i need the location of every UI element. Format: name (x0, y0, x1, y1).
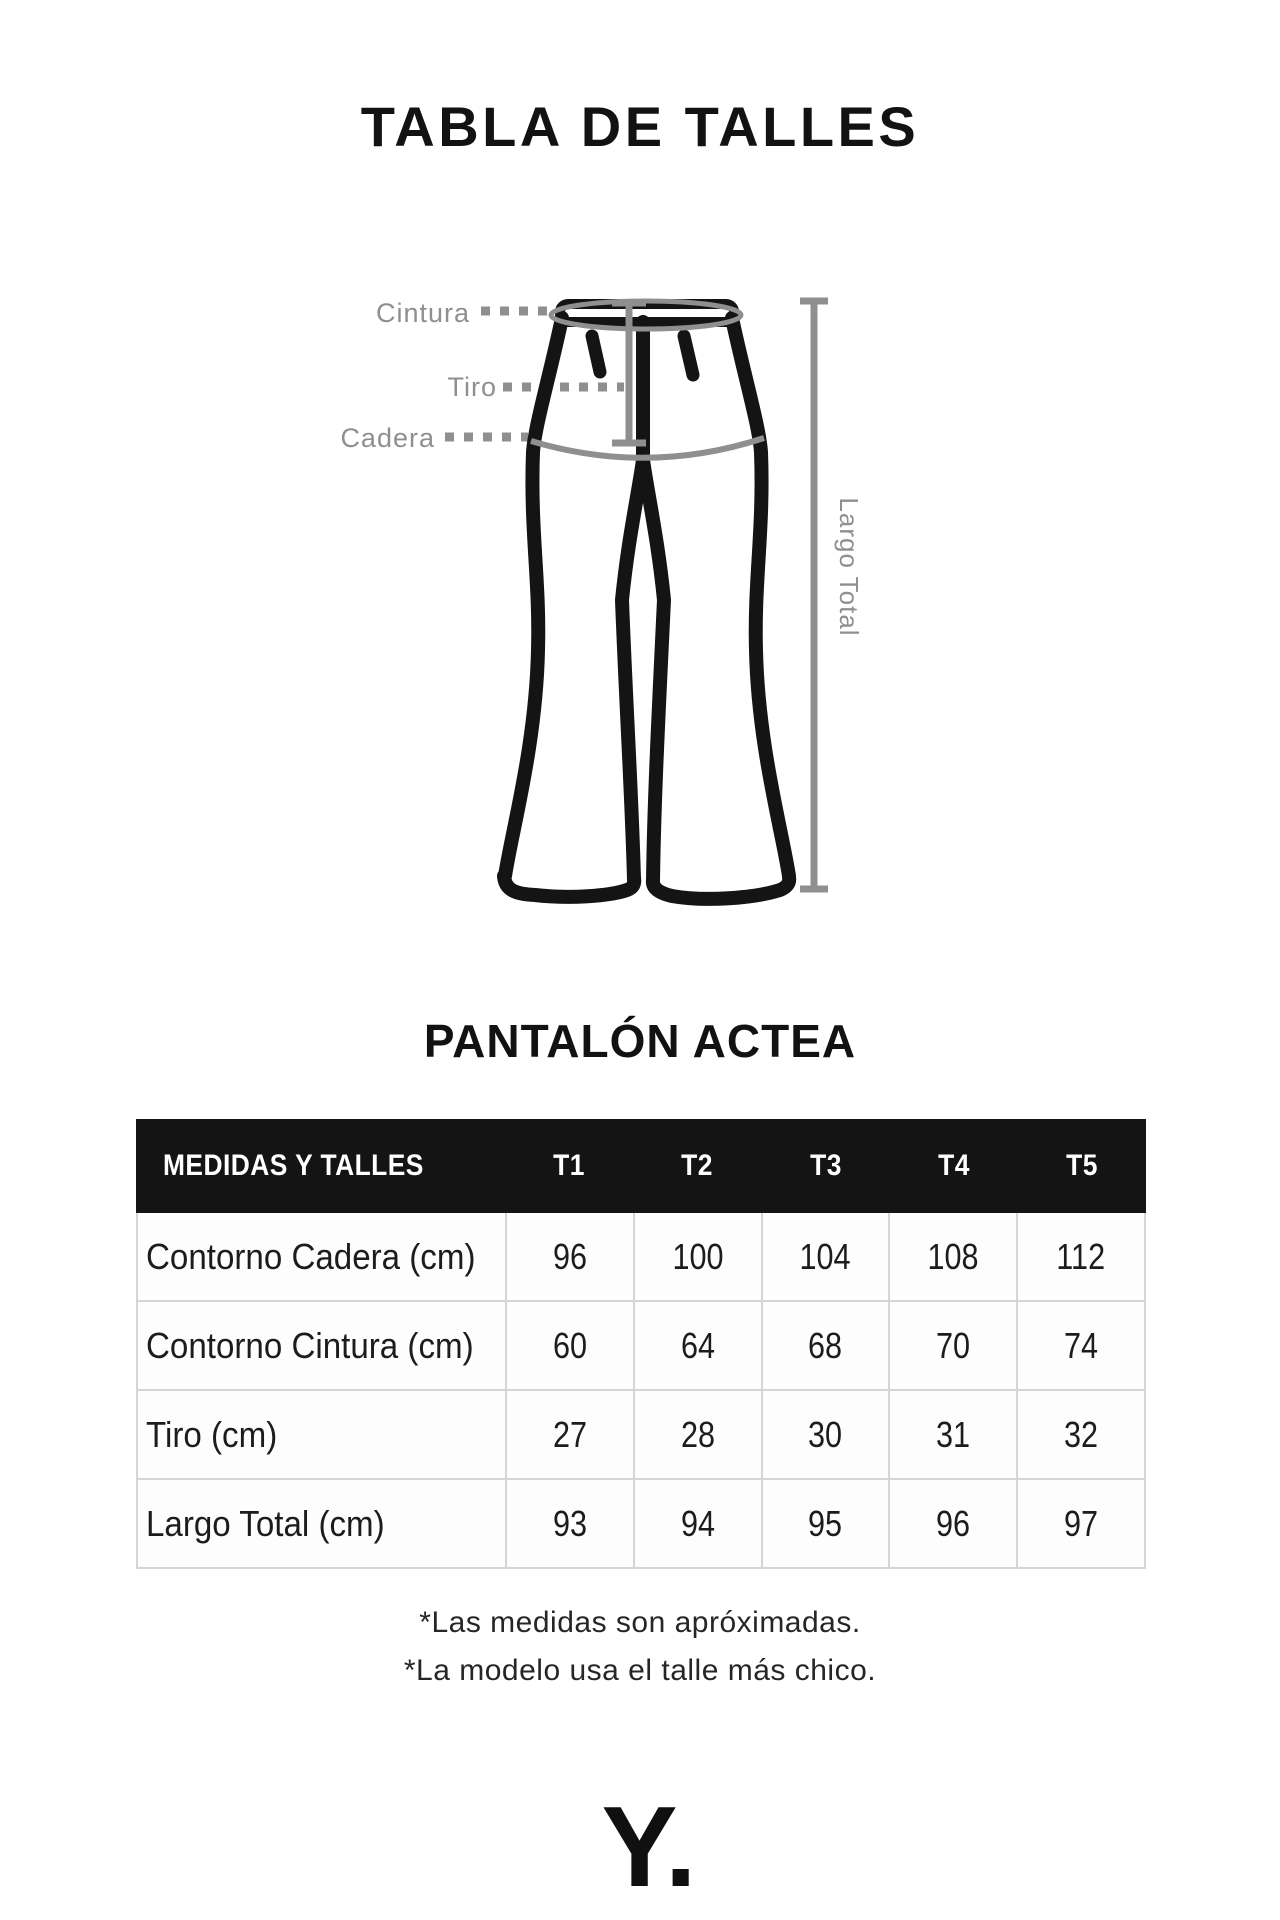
label-cintura: Cintura (375, 298, 470, 328)
label-cadera: Cadera (340, 423, 435, 453)
table-row-cadera (138, 1213, 1144, 1300)
cell-value: 68 (761, 1302, 889, 1389)
label-largo-total: Largo Total (834, 497, 864, 637)
table-header-row (136, 1119, 1146, 1213)
cell-value: 95 (761, 1480, 889, 1567)
cell-value: 30 (761, 1391, 889, 1478)
footnotes (0, 1599, 1280, 1695)
table-row-cintura (138, 1300, 1144, 1389)
size-column-header-t4: T4 (937, 1149, 970, 1182)
size-table (136, 1119, 1146, 1569)
cell-value: 28 (633, 1391, 761, 1478)
cell-value: 108 (888, 1213, 1016, 1300)
cell-value: 93 (505, 1480, 633, 1567)
cell-value: 27 (505, 1391, 633, 1478)
size-column-header-t2: T2 (681, 1149, 714, 1182)
cell-value: 100 (633, 1213, 761, 1300)
measurement-marks (531, 301, 828, 889)
cell-value: 60 (505, 1302, 633, 1389)
cell-value: 32 (1016, 1391, 1144, 1478)
cell-value: 112 (1016, 1213, 1144, 1300)
cell-value: 70 (888, 1302, 1016, 1389)
cell-value: 96 (505, 1213, 633, 1300)
label-tiro: Tiro (447, 372, 497, 402)
row-label: Contorno Cintura (cm) (146, 1324, 474, 1366)
cell-value: 104 (761, 1213, 889, 1300)
cell-value: 74 (1016, 1302, 1144, 1389)
row-label: Largo Total (cm) (146, 1502, 385, 1544)
size-column-header-t1: T1 (553, 1149, 585, 1182)
table-header-label: MEDIDAS Y TALLES (163, 1149, 424, 1182)
cell-value: 64 (633, 1302, 761, 1389)
cell-value: 96 (888, 1480, 1016, 1567)
table-row-tiro (138, 1389, 1144, 1478)
footnote-line-1: *Las medidas son apróximadas. (419, 1606, 861, 1639)
table-row-largo (138, 1478, 1144, 1567)
cell-value: 94 (633, 1480, 761, 1567)
row-label: Contorno Cadera (cm) (146, 1235, 476, 1277)
pants-outline (504, 304, 789, 899)
page-title: TABLA DE TALLES (360, 95, 920, 158)
table-body (136, 1213, 1146, 1569)
size-column-header-t5: T5 (1066, 1149, 1098, 1182)
row-label: Tiro (cm) (146, 1413, 278, 1455)
cell-value: 97 (1016, 1480, 1144, 1567)
footnote-line-2: *La modelo usa el talle más chico. (403, 1654, 877, 1687)
size-column-header-t3: T3 (809, 1149, 842, 1182)
product-title: PANTALÓN ACTEA (423, 1015, 857, 1067)
brand-logo: Y. (601, 1784, 697, 1911)
cell-value: 31 (888, 1391, 1016, 1478)
